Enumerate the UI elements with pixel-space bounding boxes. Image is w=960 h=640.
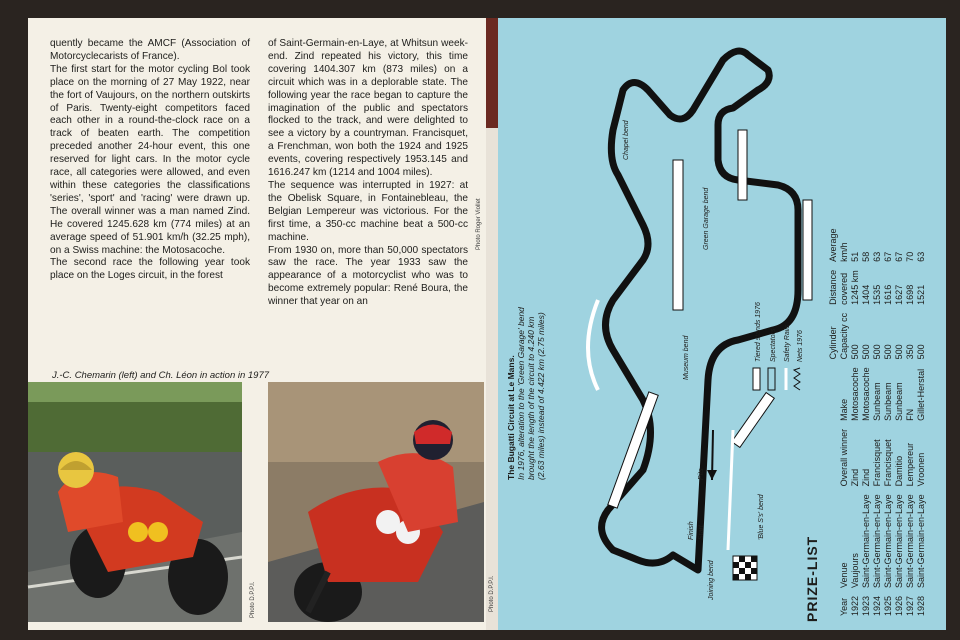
legend-swatch [768,368,775,390]
header-line: km/h [839,242,849,262]
cell-year: 1927 [905,595,915,616]
col-venue: Venue [839,562,849,588]
legend-swatch [794,368,800,390]
cell-make: Sunbeam [894,382,904,421]
header-line: Cylinder [828,326,838,360]
cell-winner: Vroonen [916,452,926,487]
col-capacity [828,309,850,364]
tiered-stand [732,393,775,448]
cell-year: 1924 [872,595,882,616]
photo-credit: Photo Roger Viollet [476,198,482,250]
label-museum-bend: Museum bend [683,335,690,380]
photo-caption: J.-C. Chemarin (left) and Ch. Léon in action in 1977 [52,370,270,381]
photo-credit: Photo D.P.P.I. [250,581,256,618]
cell-venue: Saint-Germain-en-Laye [894,494,904,588]
legend-tiered-stands: Tiered stands 1976 [755,302,762,362]
table-header-row [828,224,850,620]
label-joining-bend: Joining bend [708,560,715,600]
header-line: Capacity cc [839,312,849,360]
paragraph: The sequence was interrupted in 1927: at the Obelisk Square, in Fontainebleau, the Belgian Lempereur was victorious. For the first time, a 350-cc machine beat a 500-cc machine. [268,179,468,243]
motorcycle-photo-right [268,382,484,622]
safety-rail [588,300,598,390]
label-green-garage-bend: Green Garage bend [703,187,710,250]
legend-swatch [753,368,760,390]
cell-make: Motosacoche [850,367,860,421]
cell-cc: 500 [850,344,860,360]
col-distance [828,266,850,309]
label-blue-s-bend: 'Blue S's' bend [758,494,765,540]
label-finish: Finish [688,521,695,540]
cell-distance: 1698 [905,284,915,305]
cell-cc: 500 [861,344,871,360]
cell-venue: Saint-Germain-en-Laye [861,494,871,588]
col-make: Make [839,398,849,421]
chequered-flag-icon [733,556,757,580]
table-row [916,224,927,620]
cell-winner: Francisquet [872,439,882,487]
cell-winner: Francisquet [883,439,893,487]
col-year: Year [839,597,849,616]
paragraph: The first start for the motor cycling Bol took place on the morning of 27 May 1922, near the fort of Vaujours, on the northern outskirts of Paris. Twenty-eight competitors faced each other in a round-the-clock race on a track of beaten earth. The competition preceded another 24-hour event, this one reserved for light cars. In the motor cycle race, all categories were allowed, and even within these categories the classifications 'series', 'sport' and 'racing' were drawn up. The overall winner was a man named Zind. He covered 1245.628 km (774 miles) at an average speed of 51.901 km/h (32.25 mph), on a Swiss machine: the Motosacoche. [50,63,250,256]
cell-avg: 63 [872,251,882,262]
cell-cc: 500 [894,344,904,360]
cell-distance: 1245 km [850,270,860,305]
text-column-1 [50,38,250,283]
cell-cc: 350 [905,344,915,360]
cell-avg: 58 [861,251,871,262]
right-page [498,18,946,630]
cell-winner: Zind [850,468,860,487]
gutter-photo-strip [486,18,498,128]
left-page [28,18,486,630]
header-line: Average [828,228,838,262]
label-start: Start [698,525,705,540]
cell-cc: 500 [872,344,882,360]
cell-avg: 51 [850,251,860,262]
cell-make: FN [905,408,915,421]
tiered-stand [673,160,683,310]
cell-make: Motosacoche [861,367,871,421]
table-row [905,224,916,620]
rotated-content [498,18,946,630]
prize-list-table [828,224,927,620]
circuit-track [602,51,798,570]
label-pits: Pits [698,468,705,480]
cell-distance: 1535 [872,284,882,305]
cell-make: Gillet-Herstal [916,368,926,421]
cell-distance: 1404 [861,284,871,305]
table-row [861,224,872,620]
paragraph: From 1930 on, more than 50,000 spectators saw the race. The year 1933 saw the appearance of a motorcyclist who was to become extremely popular: René Boura, the winner that year on an [268,244,468,308]
prize-list-title: PRIZE-LIST [804,535,820,622]
circuit-note: (2.63 miles) instead of 4.422 km (2.75 miles) [536,312,546,480]
circuit-note: brought the length of the circuit to 4.240 km [526,316,536,480]
cell-year: 1922 [850,595,860,616]
cell-make: Sunbeam [883,382,893,421]
paragraph: of Saint-Germain-en-Laye, at Whitsun week-end. Zind repeated his victory, this time covering 1404.307 km (873 miles) on a circuit which was in a deplorable state. The following year the race began to capture the imagination of the public and spectators flocked to the track, and were delighted to see a victory by a countryman. Francisquet, a Frenchman, won both the 1924 and 1925 events, covering respectively 1953.145 and 1616.247 km (1214 and 1004 miles). [268,38,468,179]
cell-venue: Vaujours [850,553,860,588]
legend-spectators: Spectators [770,328,777,362]
cell-winner: Damitio [894,455,904,487]
cell-make: Sunbeam [872,382,882,421]
cell-avg: 67 [883,251,893,262]
table-row [894,224,905,620]
photo-leon [268,382,484,622]
paragraph: The second race the following year took place on the Loges circuit, in the forest [50,257,250,282]
cell-venue: Saint-Germain-en-Laye [905,494,915,588]
cell-distance: 1616 [883,284,893,305]
header-line: Distance [828,269,838,305]
photo-chemarin [28,382,256,622]
cell-year: 1923 [861,595,871,616]
cell-venue: Saint-Germain-en-Laye [872,494,882,588]
label-chapel-bend: Chapel bend [623,120,630,160]
table-row [850,224,861,620]
col-winner: Overall winner [839,428,849,487]
legend-nets: Nets 1976 [797,330,804,362]
tiered-stand [738,130,747,200]
col-average [828,224,850,265]
photo-credit: Photo D.P.P.I. [489,575,495,612]
cell-winner: Zind [861,468,871,487]
cell-avg: 67 [894,251,904,262]
motorcycle-photo-left [28,382,242,622]
cell-cc: 500 [916,344,926,360]
header-line: covered [839,272,849,305]
circuit-title-text: The Bugatti Circuit at Le Mans. [506,355,516,480]
table-row [883,224,894,620]
direction-arrow [707,470,717,480]
safety-rail [728,430,733,550]
cell-year: 1925 [883,595,893,616]
cell-year: 1928 [916,595,926,616]
circuit-note: In 1976, alteration to the 'Green Garage' bend [516,307,526,480]
cell-year: 1926 [894,595,904,616]
cell-avg: 63 [916,251,926,262]
cell-winner: Lempereur [905,442,915,487]
cell-avg: 70 [905,251,915,262]
cell-venue: Saint-Germain-en-Laye [883,494,893,588]
cell-cc: 500 [883,344,893,360]
cell-distance: 1521 [916,284,926,305]
table-row [872,224,883,620]
tiered-stand [803,200,812,300]
cell-venue: Saint-Germain-en-Laye [916,494,926,588]
cell-distance: 1627 [894,284,904,305]
text-column-2 [268,38,468,309]
paragraph: quently became the AMCF (Association of Motorcyclecarists of France). [50,38,250,62]
legend-safety-rails: Safety Rails [784,324,791,362]
